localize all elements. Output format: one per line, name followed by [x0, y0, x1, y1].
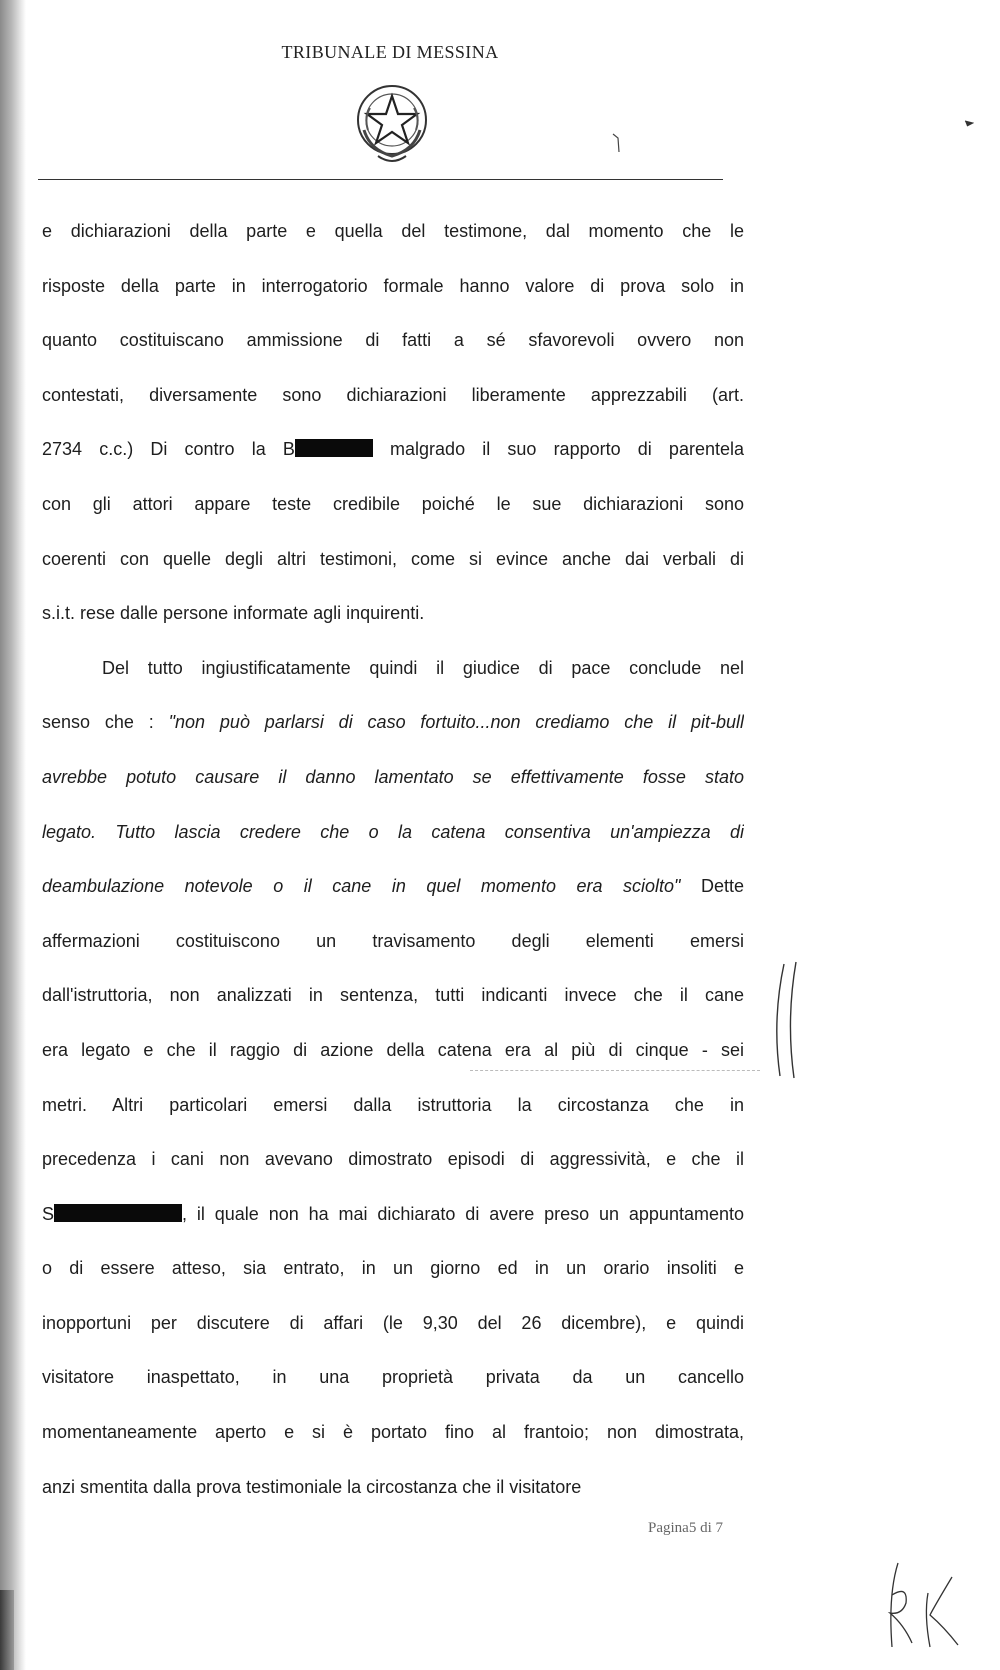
italian-republic-emblem-icon [350, 78, 434, 168]
scan-edge-shadow [0, 0, 26, 1670]
text-line: visitatore inaspettato, in una proprietà privata da un cancello [42, 1367, 744, 1388]
paragraph-2 [42, 641, 744, 1515]
text-line: con gli attori appare teste credibile poiché le sue dichiarazioni sono [42, 493, 744, 514]
text-line: dall'istruttoria, non analizzati in sentenza, tutti indicanti invece che il cane [42, 985, 744, 1006]
text-line: inopportuni per discutere di affari (le 9,30 del 26 dicembre), e quindi [42, 1312, 744, 1333]
text-line: avrebbe potuto causare il danno lamentato se effettivamente fosse stato [42, 766, 744, 787]
text-line: S , il quale non ha mai dichiarato di avere preso un appuntamento [42, 1203, 744, 1224]
text-line: affermazioni costituiscono un travisamento degli elementi emersi [42, 930, 744, 951]
text-line: senso che : "non può parlarsi di caso fortuito...non crediamo che il pit-bull [42, 712, 744, 733]
stray-pen-mark [612, 130, 622, 154]
text-line: 2734 c.c.) Di contro la B malgrado il suo rapporto di parentela [42, 439, 744, 460]
scan-edge-shadow-bottom [0, 1590, 14, 1670]
text-line: coerenti con quelle degli altri testimoni, come si evince anche dai verbali di [42, 548, 744, 569]
court-header: TRIBUNALE DI MESSINA [281, 42, 499, 62]
text-line: contestati, diversamente sono dichiarazioni liberamente apprezzabili (art. [42, 384, 744, 405]
text-line: era legato e che il raggio di azione della catena era al più di cinque - sei [42, 1039, 744, 1060]
text-line: Del tutto ingiustificatamente quindi il giudice di pace conclude nel [102, 657, 744, 678]
text-line: precedenza i cani non avevano dimostrato episodi di aggressività, e che il [42, 1149, 744, 1170]
redaction-bar [295, 439, 373, 457]
stray-pen-mark [964, 118, 974, 128]
text-line: o di essere atteso, sia entrato, in un giorno ed in un orario insoliti e [42, 1258, 744, 1279]
paragraph-1 [42, 204, 744, 641]
text-line: quanto costituiscano ammissione di fatti a sé sfavorevoli ovvero non [42, 330, 744, 351]
text-line: s.i.t. rese dalle persone informate agli inquirenti. [42, 603, 425, 624]
document-body [42, 204, 744, 1514]
text-line: e dichiarazioni della parte e quella del testimone, dal momento che le [42, 221, 744, 241]
page-number: Pagina5 di 7 [648, 1520, 723, 1536]
text-line: anzi smentita dalla prova testimoniale la circostanza che il visitatore [42, 1476, 582, 1497]
pen-underline [470, 1070, 760, 1071]
margin-bracket-annotation [770, 960, 810, 1080]
text-line: deambulazione notevole o il cane in quel momento era sciolto" Dette [42, 876, 744, 897]
text-line: momentaneamente aperto e si è portato fino al frantoio; non dimostrata, [42, 1422, 744, 1443]
text-line: risposte della parte in interrogatorio formale hanno valore di prova solo in [42, 275, 744, 296]
redaction-bar [54, 1204, 182, 1222]
handwritten-initials [878, 1555, 968, 1655]
text-line: legato. Tutto lascia credere che o la catena consentiva un'ampiezza di [42, 821, 744, 842]
text-line: metri. Altri particolari emersi dalla istruttoria la circostanza che in [42, 1094, 744, 1115]
header-rule [38, 179, 723, 180]
